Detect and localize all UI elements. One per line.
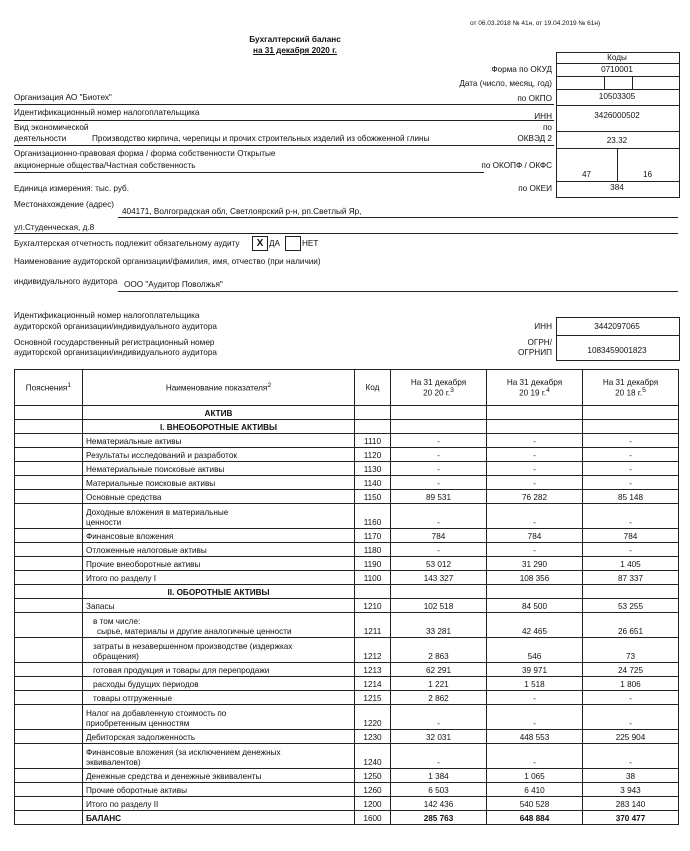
table-row (15, 797, 679, 811)
table-row (15, 504, 679, 529)
value-cell: 102 518 (391, 599, 487, 613)
activity-label-1: Вид экономической (14, 123, 89, 132)
value-cell: - (487, 691, 583, 705)
table-row (15, 490, 679, 504)
value-cell: 285 763 (391, 811, 487, 825)
code-cell: 1150 (355, 490, 391, 504)
value-cell: 33 281 (391, 613, 487, 638)
section1-row: I. ВНЕОБОРОТНЫЕ АКТИВЫ (15, 420, 679, 434)
indicator-name: Финансовые вложения (за исключением денежных эквивалентов) (83, 744, 355, 769)
value-cell: 38 (583, 769, 679, 783)
po-label: по (543, 123, 552, 132)
value-cell: - (583, 504, 679, 529)
inn-value: 3426000502 (594, 111, 640, 120)
indicator-name: Итого по разделу I (83, 571, 355, 585)
value-cell: - (391, 504, 487, 529)
value-cell: - (391, 448, 487, 462)
org-label: Организация АО "Биотех" (14, 93, 112, 102)
code-cell: 1140 (355, 476, 391, 490)
value-cell: 89 531 (391, 490, 487, 504)
okpo-value: 10503305 (598, 92, 636, 101)
table-header-row (15, 370, 679, 406)
code-cell: 1600 (355, 811, 391, 825)
value-cell: 143 327 (391, 571, 487, 585)
code-cell: 1220 (355, 705, 391, 730)
auditor-inn-short: ИНН (534, 322, 552, 331)
value-cell: - (583, 744, 679, 769)
value-cell: 84 500 (487, 599, 583, 613)
indicator-name: Дебиторская задолженность (83, 730, 355, 744)
ogrn-label-2: аудиторской организации/индивидуального аудитора (14, 348, 217, 357)
address-label: Местонахождение (адрес) (14, 200, 115, 209)
activity-label-2: деятельности (14, 134, 67, 143)
audit-yes-checkbox[interactable]: X (252, 236, 268, 251)
indicator-name: затраты в незавершенном производстве (издержках обращения) (83, 638, 355, 663)
notes-cell (15, 543, 83, 557)
notes-cell (15, 691, 83, 705)
inn-short: ИНН (534, 112, 552, 121)
auditor-label-2: индивидуального аудитора (14, 277, 118, 286)
value-cell: - (487, 543, 583, 557)
value-cell: 62 291 (391, 663, 487, 677)
value-cell: - (391, 543, 487, 557)
col-code: Код (355, 370, 391, 406)
indicator-name: готовая продукция и товары для перепродажи (83, 663, 355, 677)
indicator-name: Основные средства (83, 490, 355, 504)
value-cell: 53 012 (391, 557, 487, 571)
value-cell: - (583, 434, 679, 448)
table-row (15, 677, 679, 691)
notes-cell (15, 529, 83, 543)
indicator-name: товары отгруженные (83, 691, 355, 705)
value-cell: 283 140 (583, 797, 679, 811)
code-cell: 1200 (355, 797, 391, 811)
code-cell: 1230 (355, 730, 391, 744)
value-cell: - (391, 705, 487, 730)
notes-cell (15, 677, 83, 691)
notes-cell (15, 730, 83, 744)
value-cell: 1 405 (583, 557, 679, 571)
address-value-2: ул.Студенческая, д.8 (14, 223, 95, 232)
value-cell: 87 337 (583, 571, 679, 585)
value-cell: 1 384 (391, 769, 487, 783)
indicator-name: Финансовые вложения (83, 529, 355, 543)
value-cell: 540 528 (487, 797, 583, 811)
address-value-1: 404171, Волгоградская обл, Светлоярский р-н, рп.Светлый Яр, (122, 207, 362, 216)
code-cell: 1212 (355, 638, 391, 663)
okved-label: ОКВЭД 2 (517, 134, 552, 143)
table-row (15, 705, 679, 730)
code-cell: 1190 (355, 557, 391, 571)
col-2020: На 31 декабря 20 20 г.$^3$ (391, 370, 487, 406)
code-cell: 1211 (355, 613, 391, 638)
value-cell: - (487, 448, 583, 462)
table-row (15, 529, 679, 543)
value-cell: 39 971 (487, 663, 583, 677)
indicator-name: Налог на добавленную стоимость по приобретенным ценностям (83, 705, 355, 730)
table-row (15, 434, 679, 448)
value-cell: 142 436 (391, 797, 487, 811)
auditor-label-1: Наименование аудиторской организации/фамилия, имя, отчество (при наличии) (14, 257, 321, 266)
balance-table (14, 369, 679, 825)
value-cell: 85 148 (583, 490, 679, 504)
value-cell: 448 553 (487, 730, 583, 744)
table-row (15, 448, 679, 462)
value-cell: - (487, 744, 583, 769)
okei-label: по ОКЕИ (518, 184, 552, 193)
unit-label: Единица измерения: тыс. руб. (14, 184, 130, 193)
indicator-name: Материальные поисковые активы (83, 476, 355, 490)
code-cell: 1210 (355, 599, 391, 613)
table-row (15, 557, 679, 571)
table-row (15, 769, 679, 783)
value-cell: 31 290 (487, 557, 583, 571)
code-cell: 1213 (355, 663, 391, 677)
notes-cell (15, 783, 83, 797)
legal-form-1: Организационно-правовая форма / форма собственности Открытые (14, 149, 276, 158)
value-cell: 1 221 (391, 677, 487, 691)
notes-cell (15, 613, 83, 638)
value-cell: - (487, 705, 583, 730)
value-cell: 53 255 (583, 599, 679, 613)
auditor-value: ООО "Аудитор Поволжья" (124, 280, 223, 289)
ogrn-label-1: Основной государственный регистрационный номер (14, 338, 215, 347)
section2-row: II. ОБОРОТНЫЕ АКТИВЫ (15, 585, 679, 599)
date-label: Дата (число, месяц, год) (459, 79, 552, 88)
activity-value: Производство кирпича, черепицы и прочих строительных изделий из обожженной глины (92, 134, 430, 143)
indicator-name: в том числе: сырье, материалы и другие аналогичные ценности (83, 613, 355, 638)
auditor-inn-value: 3442097065 (594, 322, 640, 331)
value-cell: 32 031 (391, 730, 487, 744)
indicator-name: Прочие внеоборотные активы (83, 557, 355, 571)
value-cell: 225 904 (583, 730, 679, 744)
code-cell: 1110 (355, 434, 391, 448)
value-cell: - (487, 462, 583, 476)
value-cell: 1 065 (487, 769, 583, 783)
code-cell: 1120 (355, 448, 391, 462)
notes-cell (15, 557, 83, 571)
value-cell: 370 477 (583, 811, 679, 825)
code-cell: 1250 (355, 769, 391, 783)
indicator-name: Запасы (83, 599, 355, 613)
code-cell: 1100 (355, 571, 391, 585)
audit-label: Бухгалтерская отчетность подлежит обязательному аудиту (14, 239, 240, 248)
value-cell: 546 (487, 638, 583, 663)
indicator-name: Результаты исследований и разработок (83, 448, 355, 462)
audit-no-label: НЕТ (302, 239, 319, 248)
indicator-name: Нематериальные поисковые активы (83, 462, 355, 476)
ogrn-value: 1083459001823 (587, 346, 647, 355)
value-cell: - (487, 504, 583, 529)
value-cell: - (583, 462, 679, 476)
value-cell: - (583, 705, 679, 730)
value-cell: 3 943 (583, 783, 679, 797)
value-cell: - (583, 476, 679, 490)
code-cell: 1180 (355, 543, 391, 557)
value-cell: 648 884 (487, 811, 583, 825)
value-cell: 108 356 (487, 571, 583, 585)
value-cell: - (487, 476, 583, 490)
value-cell: - (391, 434, 487, 448)
table-row (15, 691, 679, 705)
notes-cell (15, 476, 83, 490)
col-2018: На 31 декабря 20 18 г.$^5$ (583, 370, 679, 406)
table-row (15, 543, 679, 557)
col-name: Наименование показателя$^2$ (83, 370, 355, 406)
value-cell: 26 651 (583, 613, 679, 638)
legal-form-2: акционерные общества/Частная собственность (14, 161, 196, 170)
header-note: от 06.03.2018 № 41н, от 19.04.2019 № 61н) (470, 20, 601, 27)
value-cell: 2 862 (391, 691, 487, 705)
notes-cell (15, 462, 83, 476)
notes-cell (15, 769, 83, 783)
indicator-name: расходы будущих периодов (83, 677, 355, 691)
notes-cell (15, 448, 83, 462)
notes-cell (15, 490, 83, 504)
table-row (15, 613, 679, 638)
okved-value: 23.32 (606, 136, 628, 145)
indicator-name: Прочие оборотные активы (83, 783, 355, 797)
notes-cell (15, 638, 83, 663)
notes-cell (15, 571, 83, 585)
code-cell: 1260 (355, 783, 391, 797)
notes-cell (15, 744, 83, 769)
okei-value: 384 (610, 183, 624, 192)
page-subtitle: на 31 декабря 2020 г. (253, 46, 337, 55)
table-row (15, 663, 679, 677)
okpo-label: по ОКПО (517, 94, 552, 103)
code-cell: 1130 (355, 462, 391, 476)
value-cell: - (583, 691, 679, 705)
notes-cell (15, 811, 83, 825)
notes-cell (15, 705, 83, 730)
value-cell: 6 410 (487, 783, 583, 797)
value-cell: 76 282 (487, 490, 583, 504)
okud-label: Форма по ОКУД (491, 65, 552, 74)
value-cell: 784 (487, 529, 583, 543)
value-cell: - (391, 462, 487, 476)
value-cell: - (391, 744, 487, 769)
auditor-inn-label-2: аудиторской организации/индивидуального аудитора (14, 322, 217, 331)
value-cell: 24 725 (583, 663, 679, 677)
page-title: Бухгалтерский баланс (249, 35, 341, 44)
table-row (15, 476, 679, 490)
code-cell: 1214 (355, 677, 391, 691)
notes-cell (15, 504, 83, 529)
table-row (15, 811, 679, 825)
table-row (15, 730, 679, 744)
notes-cell (15, 599, 83, 613)
code-cell: 1160 (355, 504, 391, 529)
notes-cell (15, 797, 83, 811)
table-row (15, 783, 679, 797)
notes-cell (15, 663, 83, 677)
code-cell: 1240 (355, 744, 391, 769)
table-row (15, 638, 679, 663)
value-cell: - (583, 448, 679, 462)
indicator-name: Денежные средства и денежные эквиваленты (83, 769, 355, 783)
assets-row: АКТИВ (15, 406, 679, 420)
okopf-value: 47 (581, 170, 592, 179)
auditor-inn-label-1: Идентификационный номер налогоплательщика (14, 311, 200, 320)
code-cell: 1170 (355, 529, 391, 543)
value-cell: 784 (391, 529, 487, 543)
ogrn-short-1: ОГРН/ (527, 338, 552, 347)
okud-value: 0710001 (601, 65, 633, 74)
table-row (15, 744, 679, 769)
notes-cell (15, 434, 83, 448)
value-cell: 42 465 (487, 613, 583, 638)
table-row (15, 571, 679, 585)
value-cell: 1 806 (583, 677, 679, 691)
okfs-value: 16 (642, 170, 653, 179)
value-cell: - (487, 434, 583, 448)
codes-header: Коды (607, 53, 627, 62)
audit-no-checkbox[interactable] (285, 236, 301, 251)
indicator-name: Отложенные налоговые активы (83, 543, 355, 557)
col-notes: Пояснения$^1$ (15, 370, 83, 406)
value-cell: 2 863 (391, 638, 487, 663)
indicator-name: Итого по разделу II (83, 797, 355, 811)
okopf-label: по ОКОПФ / ОКФС (481, 161, 552, 170)
value-cell: 1 518 (487, 677, 583, 691)
value-cell: - (583, 543, 679, 557)
audit-yes-label: ДА (269, 239, 281, 248)
table-row (15, 599, 679, 613)
table-row (15, 462, 679, 476)
indicator-name: Нематериальные активы (83, 434, 355, 448)
col-2019: На 31 декабря 20 19 г.$^4$ (487, 370, 583, 406)
code-cell: 1215 (355, 691, 391, 705)
value-cell: - (391, 476, 487, 490)
indicator-name: Доходные вложения в материальные ценности (83, 504, 355, 529)
value-cell: 6 503 (391, 783, 487, 797)
ogrn-short-2: ОГРНИП (518, 348, 552, 357)
indicator-name: БАЛАНС (83, 811, 355, 825)
value-cell: 73 (583, 638, 679, 663)
value-cell: 784 (583, 529, 679, 543)
inn-label: Идентификационный номер налогоплательщика (14, 108, 200, 117)
